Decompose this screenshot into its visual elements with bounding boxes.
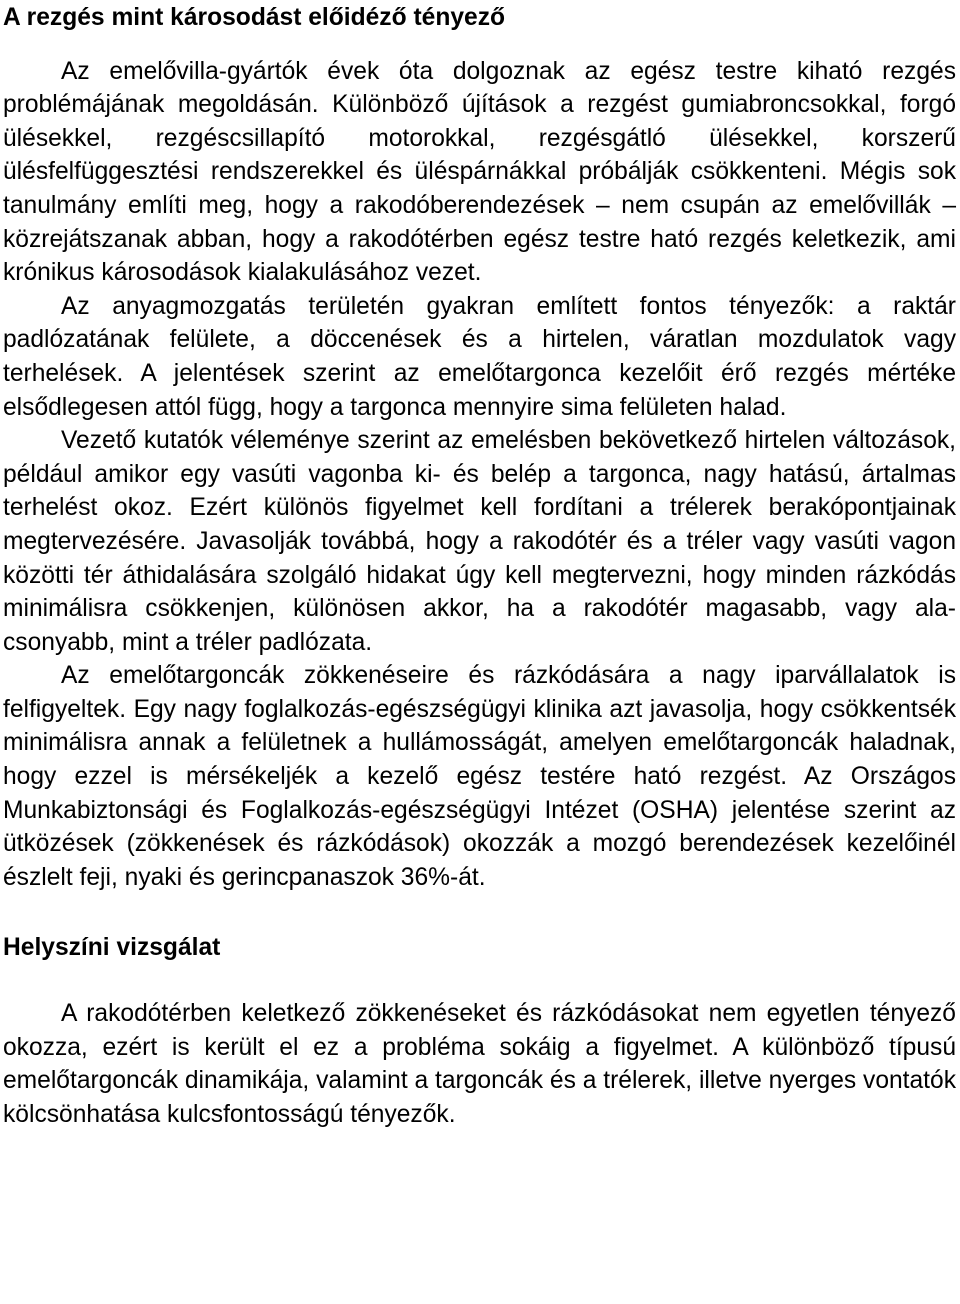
section-heading-vibration: A rezgés mint károsodást előidéző tényező <box>3 4 506 31</box>
section-heading-site-inspection: Helyszíni vizsgálat <box>3 934 221 962</box>
body-paragraph: A rakodótérben keletkező zökkenéseket és rázkódásokat nem egyetlen tényező okozza, ezért is került el ez a probléma sokáig a figyelmet. A különböző típusú emelőtargoncák dinamikája, valamint a targoncák és a trélerek, illetve nyerges vontatók kölcsönhatása kulcsfontosságú tényezők. <box>3 1000 956 1128</box>
body-paragraph: Az emelővilla-gyártók évek óta dolgoznak az egész testre kiható rezgés problémájának megoldásán. Különböző újítások a rezgést gumiabroncsokkal, forgó ülésekkel, rezgéscsillapító motorokkal, rezgésgátló ülésekkel, korszerű ülésfelfüggesztési rendszerekkel és üléspárnákkal próbálják csökkenteni. Mégis sok tanulmány említi meg, hogy a rakodóberendezések – nem csupán az emelővillák – közrejátszanak abban, hogy a rakodótérben egész testre ható rezgés keletkezik, ami krónikus károsodások kialakulásához vezet. <box>3 57 956 287</box>
body-paragraph: Az emelőtargoncák zökkenéseire és rázkódására a nagy iparvállalatok is felfigyeltek. Egy nagy foglalkozás-egészségügyi klinika azt javasolja, hogy csökkentsék minimálisra annak a felületnek a hullámosságát, amelyen emelőtargoncák haladnak, hogy ezzel is mérsékeljék a kezelő egész testére ható rezgést. Az Országos Munkabiztonsági és Foglalkozás-egészségügyi Intézet (OSHA) jelentése szerint az ütközések (zökkenések és rázkódások) okozzák a mozgó berendezések kezelőinél észlelt feji, nyaki és gerincpanaszok 36%-át. <box>3 662 956 891</box>
body-paragraph: Vezető kutatók véleménye szerint az emelésben bekövetkező hirtelen változások, például amikor egy vasúti vagonba ki- és belép a targonca, nagy hatású, ártalmas terhelést okoz. Ezért különös figyelmet kell fordítani a trélerek berakópontjainak megtervezésére. Javasolják továbbá, hogy a rakodótér és a tréler vagy vasúti vagon közötti tér áthidalására szolgáló hidakat úgy kell megtervezni, hogy minden rázkódás minimálisra csökkenjen, különösen akkor, ha a rakodótér magasabb, vagy alacsonyabb, mint a tréler padlózata. <box>3 427 956 656</box>
body-paragraph: Az anyagmozgatás területén gyakran említett fontos tényezők: a raktár padlózatának felülete, a döccenések és a hirtelen, váratlan mozdulatok vagy terhelések. A jelentések szerint az emelőtargonca kezelőit érő rezgés mértéke elsődlegesen attól függ, hogy a targonca mennyire sima felületen halad. <box>3 292 956 421</box>
